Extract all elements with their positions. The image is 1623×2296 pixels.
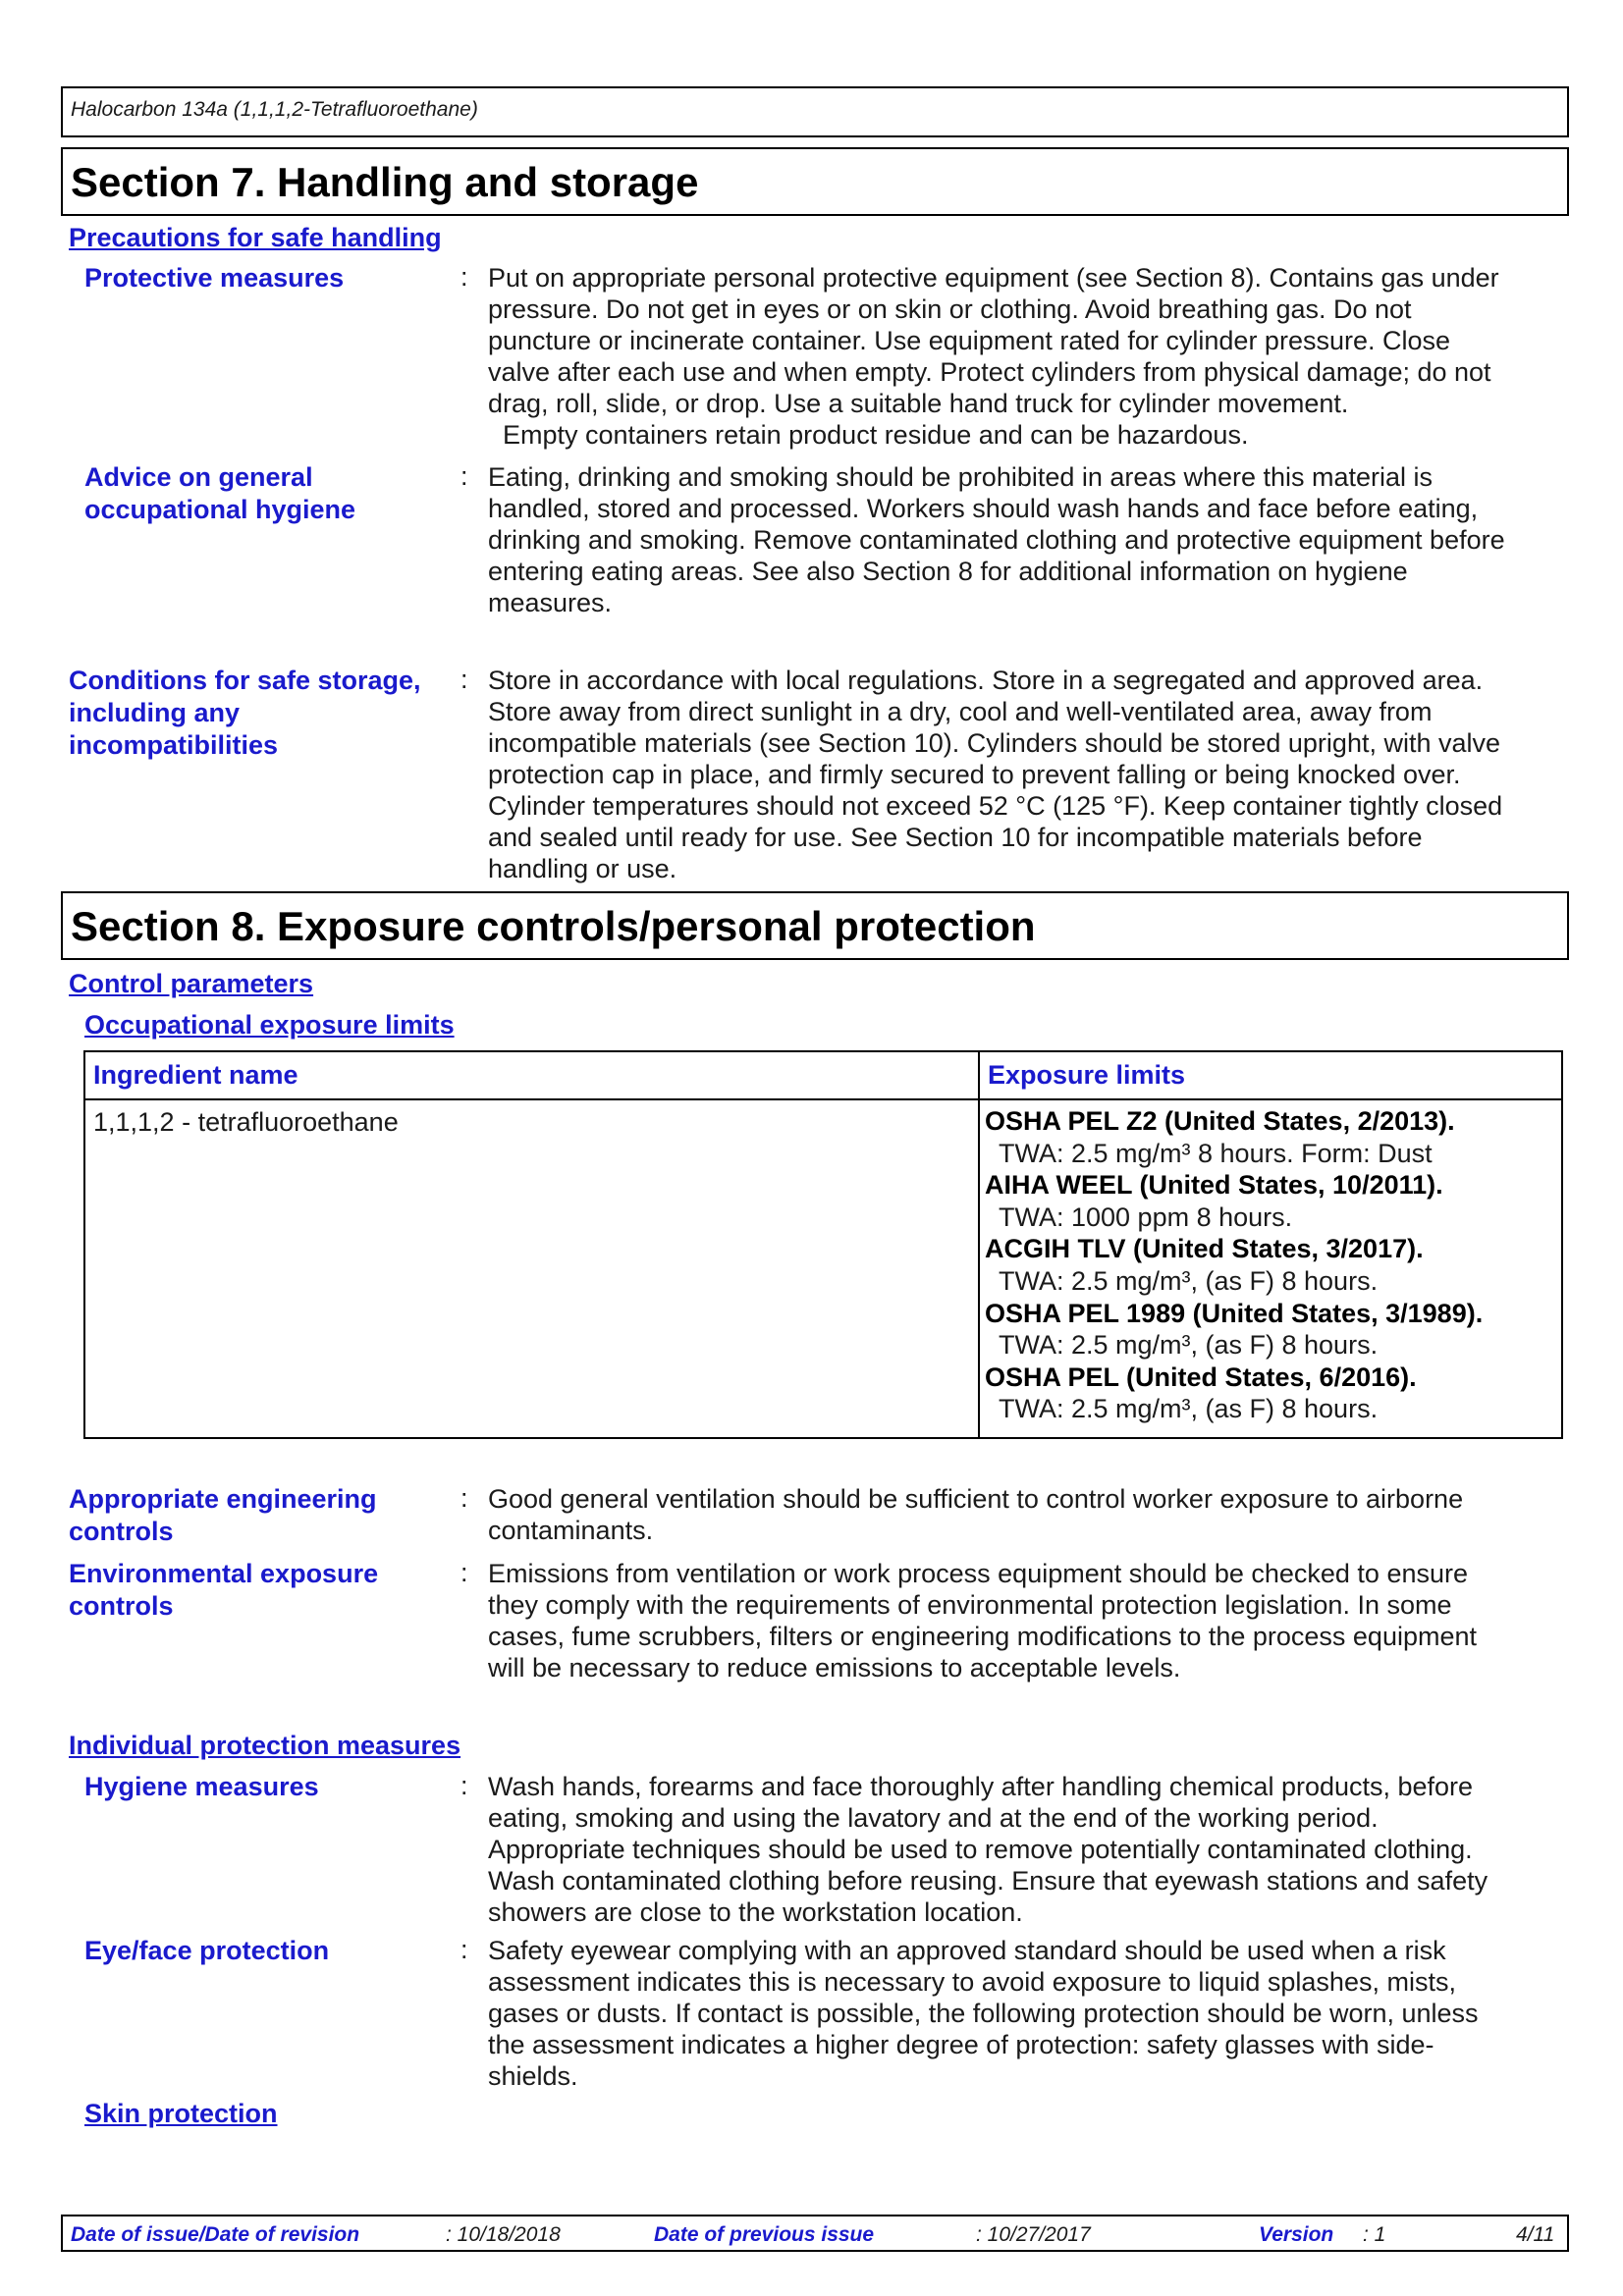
text-line: puncture or incinerate container. Use equipment rated for cylinder pressure. Close xyxy=(488,326,1451,355)
text-line: pressure. Do not get in eyes or on skin or clothing. Avoid breathing gas. Do not xyxy=(488,294,1412,324)
issue-date-label: Date of issue/Date of revision xyxy=(71,2223,360,2246)
limit-source: OSHA PEL Z2 (United States, 2/2013). xyxy=(985,1106,1455,1136)
limit-source: ACGIH TLV (United States, 3/2017). xyxy=(985,1234,1424,1264)
text-line: assessment indicates this is necessary to avoid exposure to liquid splashes, mists, xyxy=(488,1967,1456,1997)
text-line: Eating, drinking and smoking should be prohibited in areas where this material is xyxy=(488,462,1434,492)
colon: : xyxy=(460,1483,468,1513)
issue-date-value: : 10/18/2018 xyxy=(446,2223,561,2246)
limit-source: OSHA PEL 1989 (United States, 3/1989). xyxy=(985,1298,1484,1328)
engineering-controls-label xyxy=(69,1483,377,1548)
exposure-limits-list xyxy=(985,1105,1554,1425)
label-line: Appropriate engineering xyxy=(69,1484,377,1514)
precautions-heading: Precautions for safe handling xyxy=(69,223,442,252)
limit-source: OSHA PEL (United States, 6/2016). xyxy=(985,1362,1417,1392)
storage-label xyxy=(69,665,421,762)
document-header xyxy=(61,86,1569,137)
text-line: drag, roll, slide, or drop. Use a suitable hand truck for cylinder movement. xyxy=(488,389,1349,418)
label-line: controls xyxy=(69,1517,174,1546)
table-header-row xyxy=(85,1052,1561,1100)
text-line: drinking and smoking. Remove contaminated clothing and protective equipment before xyxy=(488,525,1505,555)
text-line: Put on appropriate personal protective equipment (see Section 8). Contains gas under xyxy=(488,263,1499,293)
text-line: showers are close to the workstation location. xyxy=(488,1897,1023,1927)
text-line: protection cap in place, and firmly secured to prevent falling or being knocked over. xyxy=(488,760,1461,789)
engineering-controls-text xyxy=(488,1483,1558,1546)
limit-value: TWA: 2.5 mg/m³ 8 hours. Form: Dust xyxy=(999,1138,1433,1168)
text-line: Store in accordance with local regulations. Store in a segregated and approved area. xyxy=(488,666,1484,695)
colon: : xyxy=(460,665,468,694)
colon: : xyxy=(460,1558,468,1587)
text-line: shields. xyxy=(488,2061,578,2091)
colon: : xyxy=(460,1771,468,1800)
label-line: Environmental exposure xyxy=(69,1559,379,1588)
section-7-title: Section 7. Handling and storage xyxy=(71,159,699,205)
text-line: the assessment indicates a higher degree of protection: safety glasses with side- xyxy=(488,2030,1434,2059)
text-line: cases, fume scrubbers, filters or engineering modifications to the process equipment xyxy=(488,1622,1478,1651)
text-line: Cylinder temperatures should not exceed 52 °C (125 °F). Keep container tightly closed xyxy=(488,791,1503,821)
colon: : xyxy=(460,1935,468,1964)
limit-value: TWA: 1000 ppm 8 hours. xyxy=(999,1201,1293,1232)
product-name: Halocarbon 134a (1,1,1,2-Tetrafluoroethane) xyxy=(71,98,478,121)
colon: : xyxy=(460,262,468,292)
eye-face-protection-label: Eye/face protection xyxy=(84,1936,330,1965)
table-divider xyxy=(978,1052,980,1437)
exposure-limits-table xyxy=(83,1050,1563,1439)
text-line: Empty containers retain product residue and can be hazardous. xyxy=(503,420,1249,450)
text-line: handled, stored and processed. Workers should wash hands and face before eating, xyxy=(488,494,1479,523)
text-line: Appropriate techniques should be used to remove potentially contaminated clothing. xyxy=(488,1835,1473,1864)
previous-issue-value: : 10/27/2017 xyxy=(976,2223,1091,2246)
text-line: Safety eyewear complying with an approved standard should be used when a risk xyxy=(488,1936,1446,1965)
previous-issue-label: Date of previous issue xyxy=(654,2223,875,2246)
table-header-limits: Exposure limits xyxy=(988,1060,1186,1090)
skin-protection-heading: Skin protection xyxy=(84,2099,278,2128)
colon: : xyxy=(460,461,468,491)
text-line: contaminants. xyxy=(488,1516,654,1545)
section-8-title: Section 8. Exposure controls/personal protection xyxy=(71,903,1036,949)
protective-measures-text xyxy=(488,262,1558,451)
label-line: controls xyxy=(69,1591,174,1621)
text-line: valve after each use and when empty. Protect cylinders from physical damage; do not xyxy=(488,357,1491,387)
table-header-ingredient: Ingredient name xyxy=(93,1060,298,1090)
storage-text xyxy=(488,665,1558,884)
text-line: Wash contaminated clothing before reusing. Ensure that eyewash stations and safety xyxy=(488,1866,1488,1896)
control-parameters-heading: Control parameters xyxy=(69,969,314,998)
hygiene-measures-label: Hygiene measures xyxy=(84,1772,319,1801)
limit-source: AIHA WEEL (United States, 10/2011). xyxy=(985,1170,1443,1201)
text-line: entering eating areas. See also Section 8 for additional information on hygiene xyxy=(488,557,1408,586)
version-label: Version xyxy=(1259,2223,1334,2246)
label-line: occupational hygiene xyxy=(84,495,356,524)
text-line: eating, smoking and using the lavatory and at the end of the working period. xyxy=(488,1803,1379,1833)
environmental-controls-text xyxy=(488,1558,1558,1683)
label-line: including any xyxy=(69,698,241,727)
ingredient-name: 1,1,1,2 - tetrafluoroethane xyxy=(93,1107,399,1137)
label-line: Conditions for safe storage, xyxy=(69,666,421,695)
text-line: Store away from direct sunlight in a dry, cool and well-ventilated area, away from xyxy=(488,697,1433,726)
hygiene-measures-text xyxy=(488,1771,1558,1928)
protective-measures-label: Protective measures xyxy=(84,263,345,293)
text-line: Emissions from ventilation or work process equipment should be checked to ensure xyxy=(488,1559,1468,1588)
label-line: incompatibilities xyxy=(69,730,279,760)
text-line: Wash hands, forearms and face thoroughly after handling chemical products, before xyxy=(488,1772,1474,1801)
text-line: incompatible materials (see Section 10). Cylinders should be stored upright, with valve xyxy=(488,728,1501,758)
section-8-header xyxy=(61,891,1569,960)
page-number: 4/11 xyxy=(1516,2223,1555,2246)
text-line: they comply with the requirements of environmental protection legislation. In some xyxy=(488,1590,1452,1620)
limit-value: TWA: 2.5 mg/m³, (as F) 8 hours. xyxy=(999,1394,1379,1424)
text-line: measures. xyxy=(488,588,613,617)
limit-value: TWA: 2.5 mg/m³, (as F) 8 hours. xyxy=(999,1330,1379,1361)
text-line: and sealed until ready for use. See Section 10 for incompatible materials before xyxy=(488,823,1423,852)
text-line: Good general ventilation should be sufficient to control worker exposure to airborne xyxy=(488,1484,1464,1514)
environmental-controls-label xyxy=(69,1558,378,1623)
text-line: handling or use. xyxy=(488,854,677,883)
limit-value: TWA: 2.5 mg/m³, (as F) 8 hours. xyxy=(999,1265,1379,1296)
version-value: : 1 xyxy=(1363,2223,1386,2246)
advice-text xyxy=(488,461,1558,618)
text-line: will be necessary to reduce emissions to acceptable levels. xyxy=(488,1653,1181,1682)
advice-label xyxy=(84,461,355,526)
text-line: gases or dusts. If contact is possible, the following protection should be worn, unless xyxy=(488,1999,1479,2028)
oel-heading: Occupational exposure limits xyxy=(84,1010,455,1040)
document-footer xyxy=(61,2215,1569,2252)
label-line: Advice on general xyxy=(84,462,313,492)
individual-protection-heading: Individual protection measures xyxy=(69,1731,461,1760)
eye-face-protection-text xyxy=(488,1935,1558,2092)
section-7-header xyxy=(61,147,1569,216)
